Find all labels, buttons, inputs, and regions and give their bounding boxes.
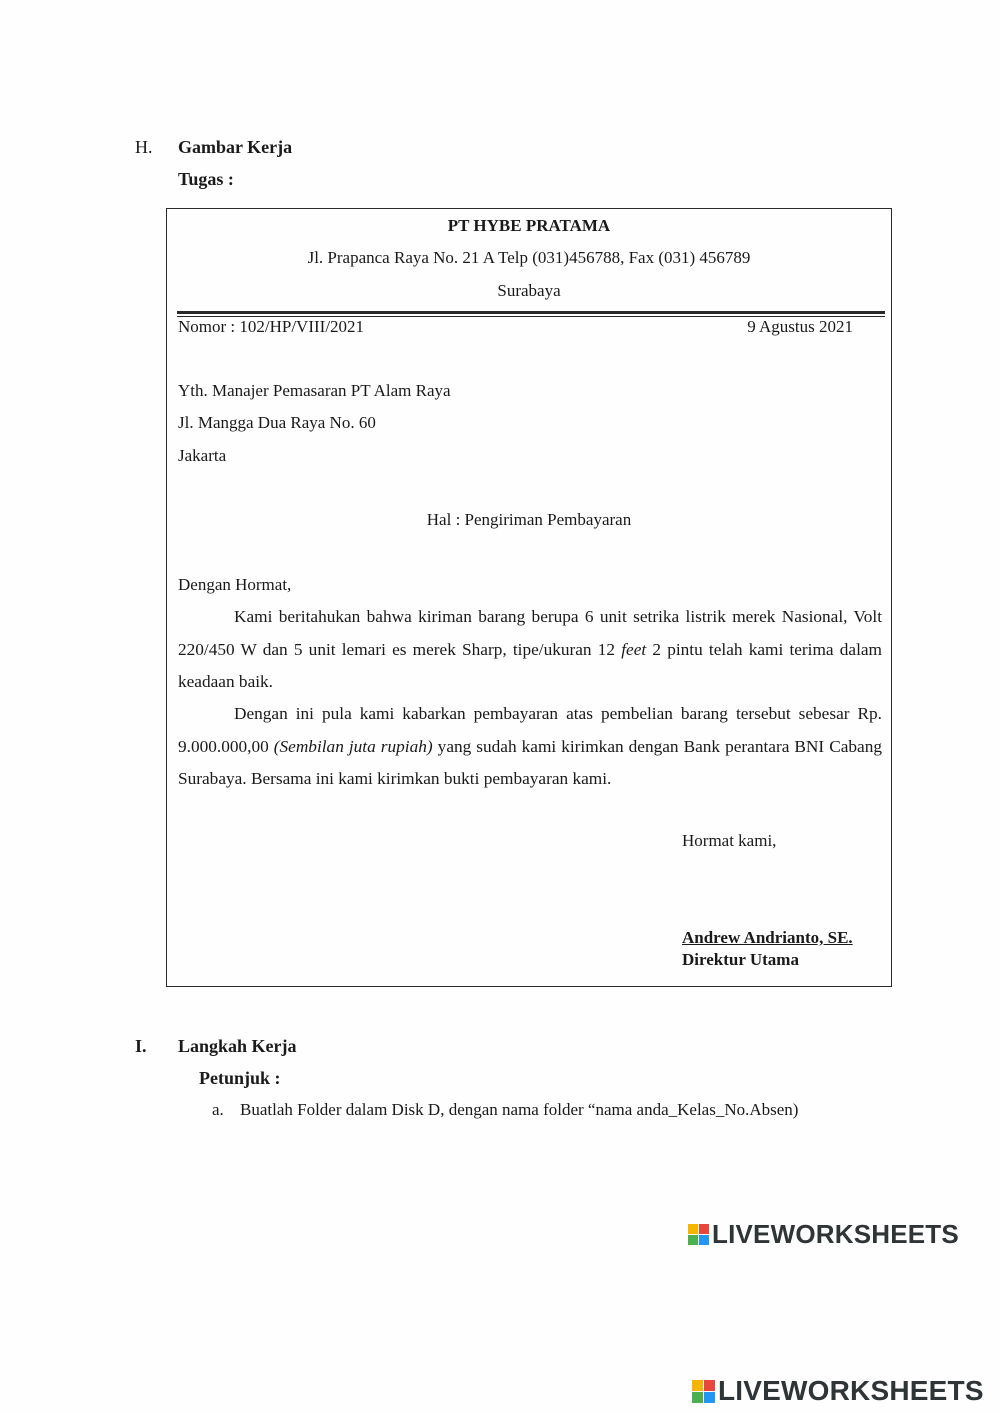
paragraph-1-italic: feet (621, 639, 647, 659)
section-i-title: Langkah Kerja (178, 1036, 297, 1056)
closing: Hormat kami, (682, 831, 777, 850)
section-i-letter: I. (135, 1036, 147, 1056)
section-h-letter: H. (135, 137, 153, 157)
paragraph-1-text-b: 2 pintu telah kami terima dalam keadaan baik. (178, 639, 882, 691)
instructions-label: Petunjuk : (199, 1068, 281, 1088)
recipient-line-1: Yth. Manajer Pemasaran PT Alam Raya (178, 381, 451, 400)
paragraph-2-text-b: yang sudah kami kirimkan dengan Bank perantara BNI Cabang Surabaya. Bersama ini kami kirimkan bukti pembayaran kami. (178, 736, 882, 788)
recipient-line-3: Jakarta (178, 446, 227, 465)
company-address: Jl. Prapanca Raya No. 21 A Telp (031)456788, Fax (031) 456789 (307, 248, 751, 267)
section-h-title: Gambar Kerja (178, 137, 293, 157)
signer-name: Andrew Andrianto, SE. (682, 928, 853, 947)
step-a-marker: a. (212, 1100, 224, 1119)
liveworksheets-logo-text: LIVEWORKSHEETS (712, 1219, 959, 1249)
letterhead-rule-thick (177, 311, 885, 314)
liveworksheets-logo (688, 1219, 959, 1250)
signer-title: Direktur Utama (682, 950, 799, 969)
letter-date: 9 Agustus 2021 (747, 317, 853, 336)
liveworksheets-footer-logo-icon (692, 1380, 715, 1403)
liveworksheets-footer-logo-text: LIVEWORKSHEETS (718, 1375, 984, 1406)
liveworksheets-logo-icon (688, 1224, 709, 1245)
paragraph-2-italic: (Sembilan juta rupiah) (273, 736, 433, 756)
letter-subject: Hal : Pengiriman Pembayaran (426, 510, 632, 529)
paragraph-1-text-a: Kami beritahukan bahwa kiriman barang berupa 6 unit setrika listrik merek Nasional, Volt 220/450 W dan 5 unit lemari es merek Sharp, tipe/ukuran 12 (178, 607, 882, 659)
paragraph-2-text-a: Dengan ini pula kami kabarkan pembayaran atas pembelian barang tersebut sebesar Rp. 9.000.000,00 (178, 704, 882, 756)
paragraph-1 (178, 601, 882, 699)
step-a-text: Buatlah Folder dalam Disk D, dengan nama folder “nama anda_Kelas_No.Absen) (240, 1100, 799, 1119)
task-label: Tugas : (178, 169, 234, 189)
letter-number: Nomor : 102/HP/VIII/2021 (178, 317, 365, 336)
recipient-line-2: Jl. Mangga Dua Raya No. 60 (178, 413, 376, 432)
salutation: Dengan Hormat, (178, 575, 292, 594)
paragraph-2 (178, 698, 882, 796)
company-city: Surabaya (497, 281, 561, 300)
liveworksheets-footer-logo (692, 1375, 984, 1407)
company-name: PT HYBE PRATAMA (447, 216, 611, 235)
